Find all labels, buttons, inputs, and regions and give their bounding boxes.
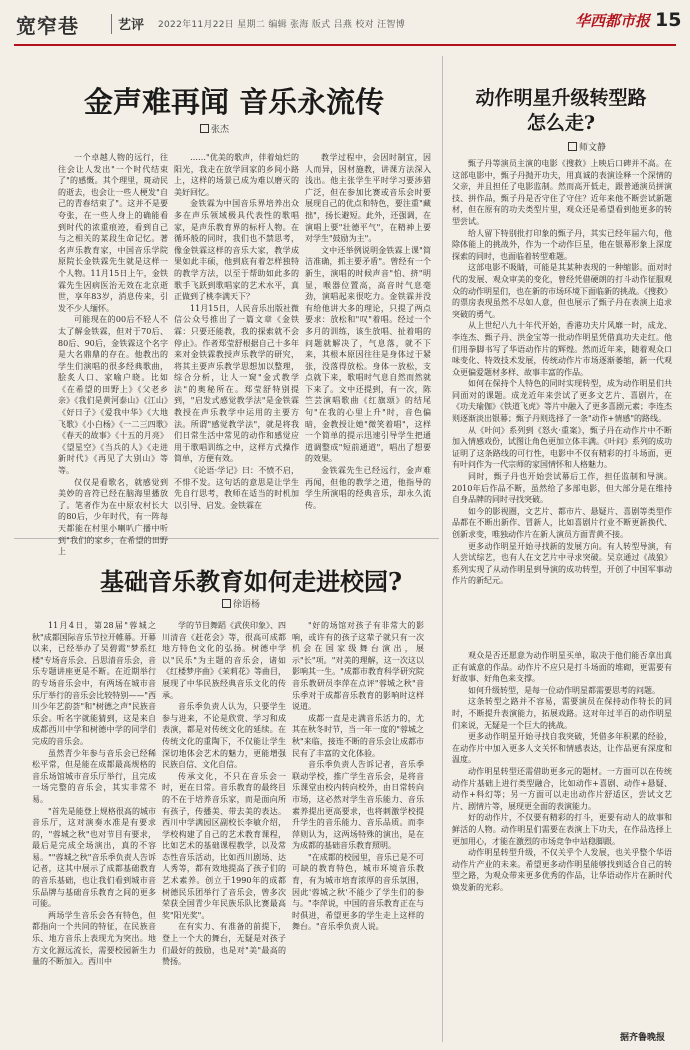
article-title: 金声难再闻 音乐永流传: [84, 85, 385, 119]
paragraph: 从上世纪八九十年代开始，香港功夫片风靡一时，成龙、李连杰、甄子丹、洪金宝等一批动作明星凭借真功夫走红。他们用拳脚书写了华语动作片的辉煌。然而近年来，随着观众口味变化、特效技术发展，传统动作片市场逐渐萎缩，新一代观众更偏爱题材多样、故事丰富的作品。: [452, 321, 672, 377]
paragraph: 在有实力、有准备的前提下，登上一个大的舞台，无疑是对孩子们最好的鼓励，也是对"美"最高的赞扬。: [162, 922, 286, 967]
page-number: 15: [655, 9, 682, 31]
header-divider: [111, 14, 112, 34]
paragraph: 更多动作明星开始寻找新的发展方向。有人转型导演，有人尝试综艺，也有人在文艺片中寻求突破。吴京通过《战狼》系列实现了从动作明星到导演的成功转型，开创了中国军事动作片的新纪元。: [452, 541, 672, 586]
article-column: [174, 152, 299, 532]
paragraph: "在成都的校园里，音乐已是不可可缺的教育特色，城市环境音乐教育，有为城市培育浓厚的音乐氛围，因此'蓉城之秋'不能少了学生们的参与。"李萍说，中国的音乐教育正在与时俱进，希望更多的学生走上这样的舞台。"音乐季负责人说。: [292, 852, 424, 932]
newspaper-logo: 华西都市报: [575, 12, 651, 30]
paragraph: 动作明星转型升级，不仅关乎个人发展，也关乎整个华语动作片产业的未来。希望更多动作明星能够找到适合自己的转型之路，为观众带来更多优秀的作品，让华语动作片在新时代焕发新的光彩。: [452, 848, 672, 892]
paragraph: 教学过程中，会因时制宜，因人而异，因材施教，讲课方法深入浅出。他主张学生平时学习要涉猎广泛，但在参加比赛或音乐会时要展现自己的优点和特色，要注重"藏拙"，扬长避短。此外，还强调，在演唱上要"壮德平气"，在精神上要对学生"鼓励为主"。: [305, 153, 431, 244]
paragraph: 动作明星转型还需借助更多元的题材。一方面可以在传统动作片基础上进行类型融合，比如动作+喜剧、动作+悬疑、动作+科幻等；另一方面可以走出动作片舒适区，尝试文艺片、剧情片等，展现更全面的表演能力。: [452, 766, 672, 811]
paragraph: 甄子丹等演员主演的电影《搜救》上映后口碑并不高。在这部电影中，甄子丹抛开功夫，用真诚的表演诠释一个深情的父亲，并且担任了电影监制。然而高开低走，跟普通演员拼演技、拼作品，甄子丹是否守住了守住？近年来他不断尝试新题材，但在原有的功夫类型片里，观众还是希望看到他更多的转型尝试。: [452, 159, 672, 226]
paragraph: 音乐季负责人告诉记者，音乐季联动学校，推广学生音乐会，是将音乐课堂由校内转向校外，由日常转向市场，这必然对学生音乐能力、音乐素养提出更高要求，也将刺激学校提升学生的音乐能力、音乐品质。而李萍则认为，这两场特殊的演出，是在为成都的基础音乐教育照明。: [292, 760, 424, 851]
article-title-line: 动作明星升级转型路: [475, 87, 647, 109]
paragraph: 同时，甄子丹也开始尝试幕后工作，担任监制和导演。2010年后作品不断，虽然给了多部电影，但大部分是在维持自身品牌的同时寻找突破。: [452, 472, 672, 505]
article-byline: 张杰: [200, 122, 229, 135]
column-name: 宽窄巷: [16, 14, 79, 38]
paragraph: 可能现在的00后不轻人不太了解金铁霖，但对于70后、80后、90后，金铁霖这个名字是大名鼎鼎的存在。他教出的学生们演唱的很多经典歌曲，脍炙人口、家喻户晓。比如《在希望的田野上》《父老乡亲》《我们是黄河泰山》《江山》《好日子》《爱我中华》《大地飞歌》《小白杨》《一二三四歌》《春天的故事》《十五的月亮》《望星空》《当兵的人》《走进新时代》《再见了大别山》等等。: [58, 315, 168, 476]
article-column: [305, 152, 431, 532]
paragraph: 文中还举例说明金铁霖上课"简洁准确，抓主要矛盾"。曾经有一个新生，演唱的时候声音"怕、挤"明显，喉器位置高，高音时气息毫劲，演唱起来很吃力。金铁霖并没有给他讲大多的理论，只提了两点要求：放松和"叹"着唱。经过一个多月的训练，该生放唱、扯着唱的问题就解决了，气息落，就不下来，其根本原因往往是身体过于紧张，没落得放松。身体一放松，支点就下来，歌唱时气息自然而然就下来了。文中还提到，有一次，陈竺芸演唱歌曲《红旗颂》的结尾句"在我的心里上升"时，音色偏暗，金教授让她"微笑着唱"，这样一个简单的提示迅速引导学生把通道调整成"短前通道"，唱出了想要的效果。: [305, 245, 431, 464]
paragraph: 给人留下特别批打印象的甄子丹，其实已经年届六旬，他除体能上的挑战外，作为一个动作巨星，他在银幕形象上深度探索的同时，也面临着转型难题。: [452, 228, 672, 261]
page-header: [0, 0, 690, 44]
paragraph: 如何在保持个人特色的同时实现转型，成为动作明星们共同面对的课题。成龙近年来尝试了更多文艺片、喜剧片，在《功夫瑜伽》《铁道飞虎》等片中融入了更多喜剧元素；李连杰则逐渐淡出银幕；甄子丹则选择了一条"动作+情感"的路线。: [452, 379, 672, 424]
article-column: [58, 152, 168, 557]
paragraph: ……"优美的歌声，伴着灿烂的阳光，我走在放学回家的乡间小路上，这样的场景已成为难以磨灭的美好回忆。: [174, 153, 299, 197]
paragraph: 金铁霖为中国音乐界培养出众多在声乐领域极具代表性的歌唱家，是声乐教育界的标杆人物。在循环般的同时，我们也不禁思考，像金铁霖这样的音乐大家，教学成果如此丰硕，他到底有着怎样独特的教学方法，以至于帮助如此多的歌手飞跃到歌唱家的艺术水平，真正做到了桃李满天下？: [174, 199, 299, 302]
article-column: [292, 620, 424, 1032]
paragraph: 两场学生音乐会各有特色，但都指向一个共同的特征，在民族音乐、地方音乐上表现尤为突出。地方文化源远流长，需要校园新生力量的不断加入。西川中: [32, 910, 156, 967]
article-title: [454, 86, 668, 136]
paragraph: 11月15日，人民音乐出版社微信公众号推出了一篇文章《金铁霖：只要还能教，我的探索就不会停止》。作者郑莹舒根据自己十多年来对金铁霖教授声乐教学的研究，将其主要声乐教学思想加以整理，综合分析，让人一窥"金式教学法"的奥秘所在。郑莹舒特别提到，"启发式感觉教学法"是金铁霖教授在声乐教学中运用的主要方法。所谓"感觉教学法"，就是将我们日常生活中常见的动作和感觉应用于歌唱训练之中，这样方式操作简单，方便有效。: [174, 303, 299, 464]
paragraph: 《论语·学记》曰：不愤不启，不悱不发。这句话的意思是让学生先自行思考，教师在适当的时机加以引导、启发。金铁霖在: [174, 466, 299, 510]
article-column: [452, 158, 672, 648]
paragraph: 如今的影视圈，文艺片、都市片、悬疑片、喜剧等类型作品都在不断出新作、冒新人，比如喜剧片行业不断更新换代、创新求变，唯独动作片在新人演员方面青黄不接。: [452, 506, 672, 539]
source-credit: 据齐鲁晚报: [620, 1033, 666, 1043]
section-name: 艺评: [118, 18, 145, 33]
article-title-line: 怎么走?: [526, 112, 596, 134]
paragraph: 音乐季负责人认为，只要学生参与进来，不论是欣赏、学习和成表演，都是对传统文化的延续。在传统文化的重陶下，不仅能让学生深切地体会艺术的魅力，更能增强民族自信、文化自信。: [162, 702, 286, 770]
paragraph: "首先是能登上规格很高的城市音乐厅，这对演奏水准是有要求的，"蓉城之秋"也对节目有要求，最后是完成全场演出，真的不容易。""蓉城之秋"音乐季负责人告诉记者，这其中展示了成都基础教育的音乐基础，也让我们看到城市音乐品牌与基础音乐教育之间的更多可能。: [32, 806, 156, 909]
article-title: 基础音乐教育如何走进校园?: [100, 567, 403, 596]
paragraph: 观众是否还愿意为动作明星买单，取决于他们能否拿出真正有诚意的作品。动作片不应只是打斗场面的堆砌，更需要有好故事、好角色来支撑。: [452, 651, 672, 684]
paragraph: 这部电影不吸睛，可能是其某种表现的一种缩影。面对时代的发展、观众审美的变化，曾经凭借硬朗的打斗动作征服观众的动作明星们，也在新的市场环境下面临新的挑战。《搜救》的票房表现虽然不尽如人意，但也展示了甄子丹在表演上追求突破的勇气。: [452, 263, 672, 319]
paragraph: 从《叶问》系列到《怒火·重案》，甄子丹在动作片中不断加入情感戏份，试图让角色更加立体丰满。《叶问》系列的成功证明了这条路线的可行性，电影中不仅有精彩的打斗场面，更有叶问作为一代宗师的家国情怀和人格魅力。: [452, 425, 672, 470]
paragraph: 成都一直是走满音乐活力的，尤其在秋冬时节，当一年一度的"蓉城之秋"来临，接连不断的音乐会让成都市民有了丰富的文化体验。: [292, 713, 424, 758]
article-byline: 师文静: [568, 140, 606, 153]
paragraph: 11月4日，第28届"蓉城之秋"成都国际音乐节拉开帷幕。开幕以来，已经举办了吴碧霞"梦系红楼"专场音乐会、吕思清音乐会，音乐专题讲座更是不断。在近期举行的专场音乐会中，有两场在城市音乐厅举行的音乐会比较特别——"西川少年艺韵荟"和"树德之声"民族音乐会。听名字就能猜到，这是来自成都西川中学和树德中学的同学们完成的音乐会。: [32, 621, 156, 746]
paragraph: 学的节目舞蹈《武侠印象》、四川清音《赶花会》等，很高可成都地方特色文化的弘扬。树德中学以"民乐"为主题的音乐会，诸如《红楼梦序曲》《茉莉花》等曲目，展现了中华民族经典音乐文化的传承。: [162, 621, 286, 700]
paragraph: 更多动作明星开始寻找自我突破，凭借多年积累的经验，在动作片中加入更多人文关怀和情感表达，让作品更有深度和温度。: [452, 732, 672, 765]
paragraph: 金铁霖先生已经远行，金声难再闻，但他的教学之道，他指导的学生所演唱的经典音乐，却永久流传。: [305, 466, 431, 510]
paragraph: 仅仅是看歌名，就感觉到美妙的音符已经在脑海里播放了。笔者作为在中原农村长大的80后，少年时代，有一阵每天都能在村里小喇叭广播中听到"我们的家乡，在希望的田野上: [58, 477, 168, 557]
article-column: [452, 650, 672, 1025]
article-column: [32, 620, 156, 1032]
paragraph: 好的动作片，不仅要有精彩的打斗，更要有动人的故事和鲜活的人物。动作明星们需要在表演上下功夫，在作品选择上更加用心，才能在激烈的市场竞争中站稳脚跟。: [452, 813, 672, 846]
article-byline: 徐语杨: [222, 597, 260, 610]
paragraph: 如何升级转型，是每一位动作明星都需要思考的问题。: [468, 685, 660, 695]
issue-meta: 2022年11月22日 星期二 编辑 张海 版式 吕燕 校对 汪智博: [158, 20, 406, 30]
paragraph: 传承文化，不只在音乐会一时，更在日常。音乐教育的最终目的不在于培养音乐家，而是面向所有孩子，传播美、带去美的表达。西川中学满园区副校长李敏介绍，学校构建了自己的艺术教育课程，比如艺术的基础课程教学，以及常态性音乐活动，比如西川剧场、达人秀等，都有效地提高了孩子们的艺术素养。创立于1990年的成都树德民乐团举行了音乐会，曾多次荣获全国青少年民族乐队比赛最高奖"阳光奖"。: [162, 771, 286, 920]
paragraph: 这条转型之路并不容易，需要演员在保持动作特长的同时，不断提升表演能力，拓展戏路。这对年过半百的动作明星们来说，无疑是一个巨大的挑战。: [452, 697, 672, 730]
paragraph: 虽然青少年参与音乐会已经稀松平常，但是能在成都最高规格的音乐场馆城市音乐厅举行，且完成一场完整的音乐会，其实非常不易。: [32, 748, 156, 804]
article-column: [162, 620, 286, 1032]
paragraph: "好的场馆对孩子有非常大的影响，或许有的孩子这辈子就只有一次机会在国家级舞台演出，展示"长"项。"对美的理解，这一次这以影响其一生。"成都市教育科学研究院音乐教研员李萍在点评"蓉城之秋"音乐季对于成都音乐教育的影响时这样说道。: [292, 621, 424, 712]
header-rule: [14, 44, 676, 46]
paragraph: 一个卓越人物的远行，往往会让人发出"一个时代结束了"的感慨。其个理里，斑动民的逝去，也会让一些人梗发"自己的青春结束了"。这并不是要夸张，在一些人身上的确能看到时代的浓重痕迹，看到自己与之相关的某段生命记忆。著名声乐教育家，中国音乐学院原院长金铁霖先生就是这样一个人物。11月15日上午，金铁霖先生因病医治无效在北京逝世，享年83岁，消息传来，引发不少人缅怀。: [58, 153, 168, 313]
column-divider: [442, 56, 443, 1042]
